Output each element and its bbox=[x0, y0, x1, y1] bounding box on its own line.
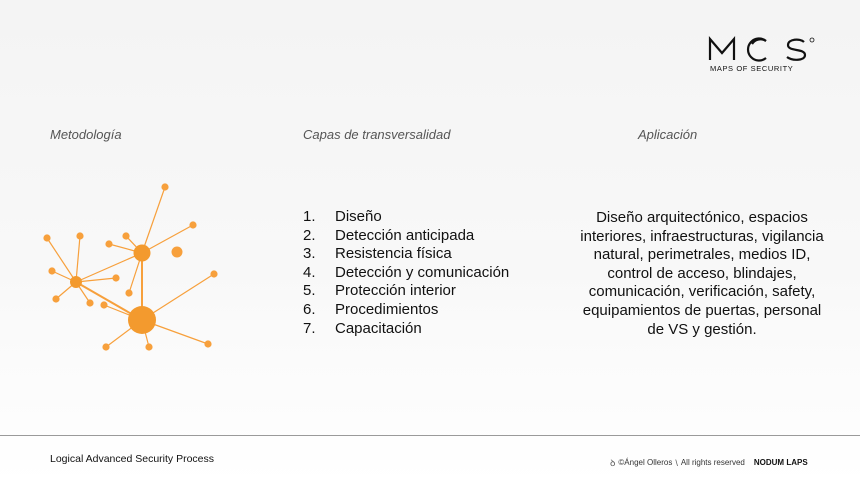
network-hub bbox=[134, 245, 151, 262]
list-item: 4. Detección y comunicación bbox=[303, 263, 510, 281]
network-node bbox=[204, 340, 211, 347]
footer-divider bbox=[0, 435, 860, 436]
footer-title: Logical Advanced Security Process bbox=[50, 453, 215, 465]
network-node bbox=[122, 232, 129, 239]
network-illustration bbox=[38, 178, 228, 358]
mos-logo-mark bbox=[708, 36, 816, 62]
network-hub bbox=[128, 306, 156, 334]
application-heading: Aplicación bbox=[638, 127, 698, 142]
network-node bbox=[189, 221, 196, 228]
ao-mark-icon: ꝺ bbox=[610, 458, 616, 468]
network-node bbox=[125, 289, 132, 296]
rights-text: All rights reserved bbox=[680, 458, 745, 467]
list-item: 3. Resistencia física bbox=[303, 245, 452, 263]
network-node bbox=[102, 343, 109, 350]
network-node bbox=[52, 295, 59, 302]
mos-logo bbox=[708, 36, 818, 73]
methodology-heading: Metodología bbox=[50, 127, 122, 142]
list-item: 6. Procedimientos bbox=[303, 300, 439, 318]
network-node bbox=[210, 270, 217, 277]
network-node bbox=[43, 234, 50, 241]
layers-heading: Capas de transversalidad bbox=[303, 127, 451, 142]
network-node bbox=[145, 343, 152, 350]
application-description: Diseño arquitectónico, espacios interiores, infraestructuras, vigilancia natural, perimetrales, medios ID, control de acceso, blindajes, comunicación, verificación, safety, equipamientos de puertas, personal de VS y gestión. bbox=[580, 209, 824, 338]
logo-tagline: MAPS OF SECURITY bbox=[710, 64, 794, 73]
list-item: 5. Protección interior bbox=[303, 282, 456, 300]
brand-name: NODUM LAPS bbox=[753, 458, 808, 467]
network-node bbox=[100, 301, 107, 308]
network-edge bbox=[76, 236, 80, 282]
separator-icon: \ bbox=[675, 457, 678, 468]
network-node bbox=[86, 299, 93, 306]
network-node bbox=[76, 232, 83, 239]
layers-list bbox=[303, 208, 509, 338]
network-node bbox=[105, 240, 112, 247]
network-edge bbox=[76, 253, 142, 282]
footer-credits bbox=[610, 456, 808, 469]
network-hub bbox=[70, 276, 82, 288]
list-item: 2. Detección anticipada bbox=[303, 226, 475, 244]
network-node bbox=[172, 247, 183, 258]
copyright-text: ©Ángel Olleros bbox=[618, 458, 673, 467]
list-item: 7. Capacitación bbox=[303, 319, 422, 337]
list-item: 1. Diseño bbox=[303, 208, 382, 225]
network-edge bbox=[142, 187, 165, 253]
network-node bbox=[48, 267, 55, 274]
network-node bbox=[112, 274, 119, 281]
network-edge bbox=[142, 225, 193, 253]
network-node bbox=[161, 183, 168, 190]
